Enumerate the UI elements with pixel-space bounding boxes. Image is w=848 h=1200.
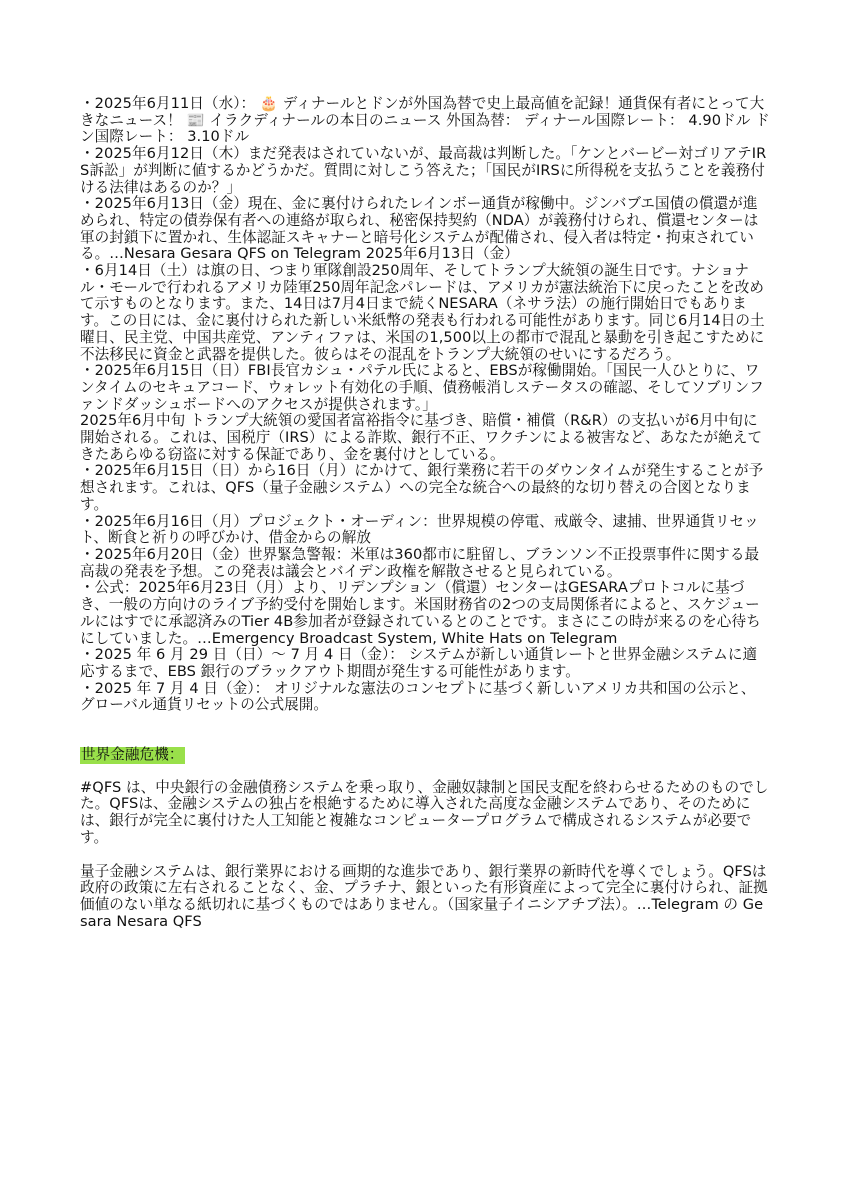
paragraph-gap <box>80 847 770 864</box>
bullet-item: ・6月14日（土）は旗の日、つまり軍隊創設250周年、そしてトランプ大統領の誕生日です。ナショナル・モールで行われるアメリカ陸軍250周年記念パレードは、アメリカが憲法統治下に戻ったことを改めて示すものとなります。また、14日は7月4日まで続くNESARA（ネサラ法）の施行開始日でもあります。この日には、金に裏付けられた新しい米紙幣の発表も行われる可能性があります。同じ6月14日の土曜日、民主党、中国共産党、アンティファは、米国の1,500以上の都市で混乱と暴動を引き起こすために不法移民に資金と武器を提供した。彼らはその混乱をトランプ大統領のせいにするだろう。 <box>80 262 765 363</box>
section-paragraph: 量子金融システムは、銀行業界における画期的な進歩であり、銀行業界の新時代を導くでしょう。QFSは政府の政策に左右されることなく、金、プラチナ、銀といった有形資産によって完全に裏付けられ、証拠価値のない単なる紙切れに基づくものではありません。（国家量子イニシアチブ法）。…Telegram の Gesara Nesara QFS <box>80 862 768 930</box>
section-heading-wrap <box>80 747 770 764</box>
bullet-item: ・公式：2025年6月23日（月）より、リデンプション（償還）センターはGESARAプロトコルに基づき、一般の方向けのライブ予約受付を開始します。米国財務省の2つの支局関係者によると、スケジュールにはすでに承認済みのTier 4B参加者が登録されているとのことです。まさにこの時が来るのを心待ちにしていました。…Emergency Broadcast System, White Hats on Telegram <box>80 579 761 647</box>
bullet-item: ・2025年6月16日（月）プロジェクト・オーディン：世界規模の停電、戒厳令、逮捕、世界通貨リセット、断食と祈りの呼びかけ、借金からの解放 <box>80 512 759 547</box>
document-page <box>80 96 770 930</box>
bullet-item: ・2025 年 6 月 29 日（日）～ 7 月 4 日（金）： システムが新しい通貨レートと世界金融システムに適応するまで、EBS 銀行のブラックアウト期間が発生する可能性があります。 <box>80 646 758 680</box>
bullet-item: ・2025年6月13日（金）現在、金に裏付けられたレインボー通貨が稼働中。ジンバブエ国債の償還が進められ、特定の債券保有者への連絡が取られ、秘密保持契約（NDA）が義務付けられ、償還センターは軍の封鎖下に置かれ、生体認証スキャナーと暗号化システムが配備され、侵入者は特定・拘束されている。…Nesara Gesara QFS on Telegram 2025年6月13日（金） <box>80 195 759 263</box>
bullet-item: ・2025年6月15日（日）FBI長官カシュ・パテル氏によると、EBSが稼働開始。「国民一人ひとりに、ワンタイムのセキュアコード、ウォレット有効化の手順、債務帳消しステータスの確認、そしてソブリンファンドダッシュボードへのアクセスが提供されます。」 2025年6月中旬 トランプ大統領の愛国者富裕指令に基づき、賠償・補償（R&R）の支払いが6月中旬に開始される。これは、国税庁（IRS）による詐欺、銀行不正、ワクチンによる被害など、あなたが絶えてきたあらゆる窃盗に対する保証であり、金を裏付けとしている。 <box>80 362 764 463</box>
section-heading: 世界金融危機： <box>81 746 184 764</box>
section-paragraph: #QFS は、中央銀行の金融債務システムを乗っ取り、金融奴隷制と国民支配を終わらせるためのものでした。QFSは、金融システムの独占を根絶するために導入された高度な金融システムであり、そのためには、銀行が完全に裏付けた人工知能と複雑なコンピュータープログラムで構成されるシステムが必要です。 <box>80 778 769 846</box>
section-spacer <box>80 714 770 747</box>
bullet-item: ・2025年6月12日（木）まだ発表はされていないが、最高裁は判断した。「ケンとバービー対ゴリアテIRS訴訟」が判断に値するかどうかだ。質問に対しこう答えた；「国民がIRSに所得税を支払うことを義務付ける法律はあるのか？」 <box>80 145 767 196</box>
bullet-item: ・2025年6月20日（金）世界緊急警報：米軍は360都市に駐留し、ブランソン不正投票事件に関する最高裁の発表を予想。この発表は議会とバイデン政権を解散させると見られている。 <box>80 545 760 580</box>
bullet-item: ・2025年6月11日（水）： 🎂 ディナールとドンが外国為替で史上最高値を記録！通貨保有者にとって大きなニュース！ 📰 イラクディナールの本日のニュース 外国為替： ディナール国際レート： 4.90ドル ドン国際レート： 3.10ドル <box>80 95 770 146</box>
bullet-item: ・2025 年 7 月 4 日（金）： オリジナルな憲法のコンセプトに基づく新しいアメリカ共和国の公示と、グローバル通貨リセットの公式展開。 <box>80 679 756 714</box>
bullet-item: ・2025年6月15日（日）から16日（月）にかけて、銀行業務に若干のダウンタイムが発生することが予想されます。これは、QFS（量子金融システム）への完全な統合への最終的な切り替えの合図となります。 <box>80 462 764 513</box>
